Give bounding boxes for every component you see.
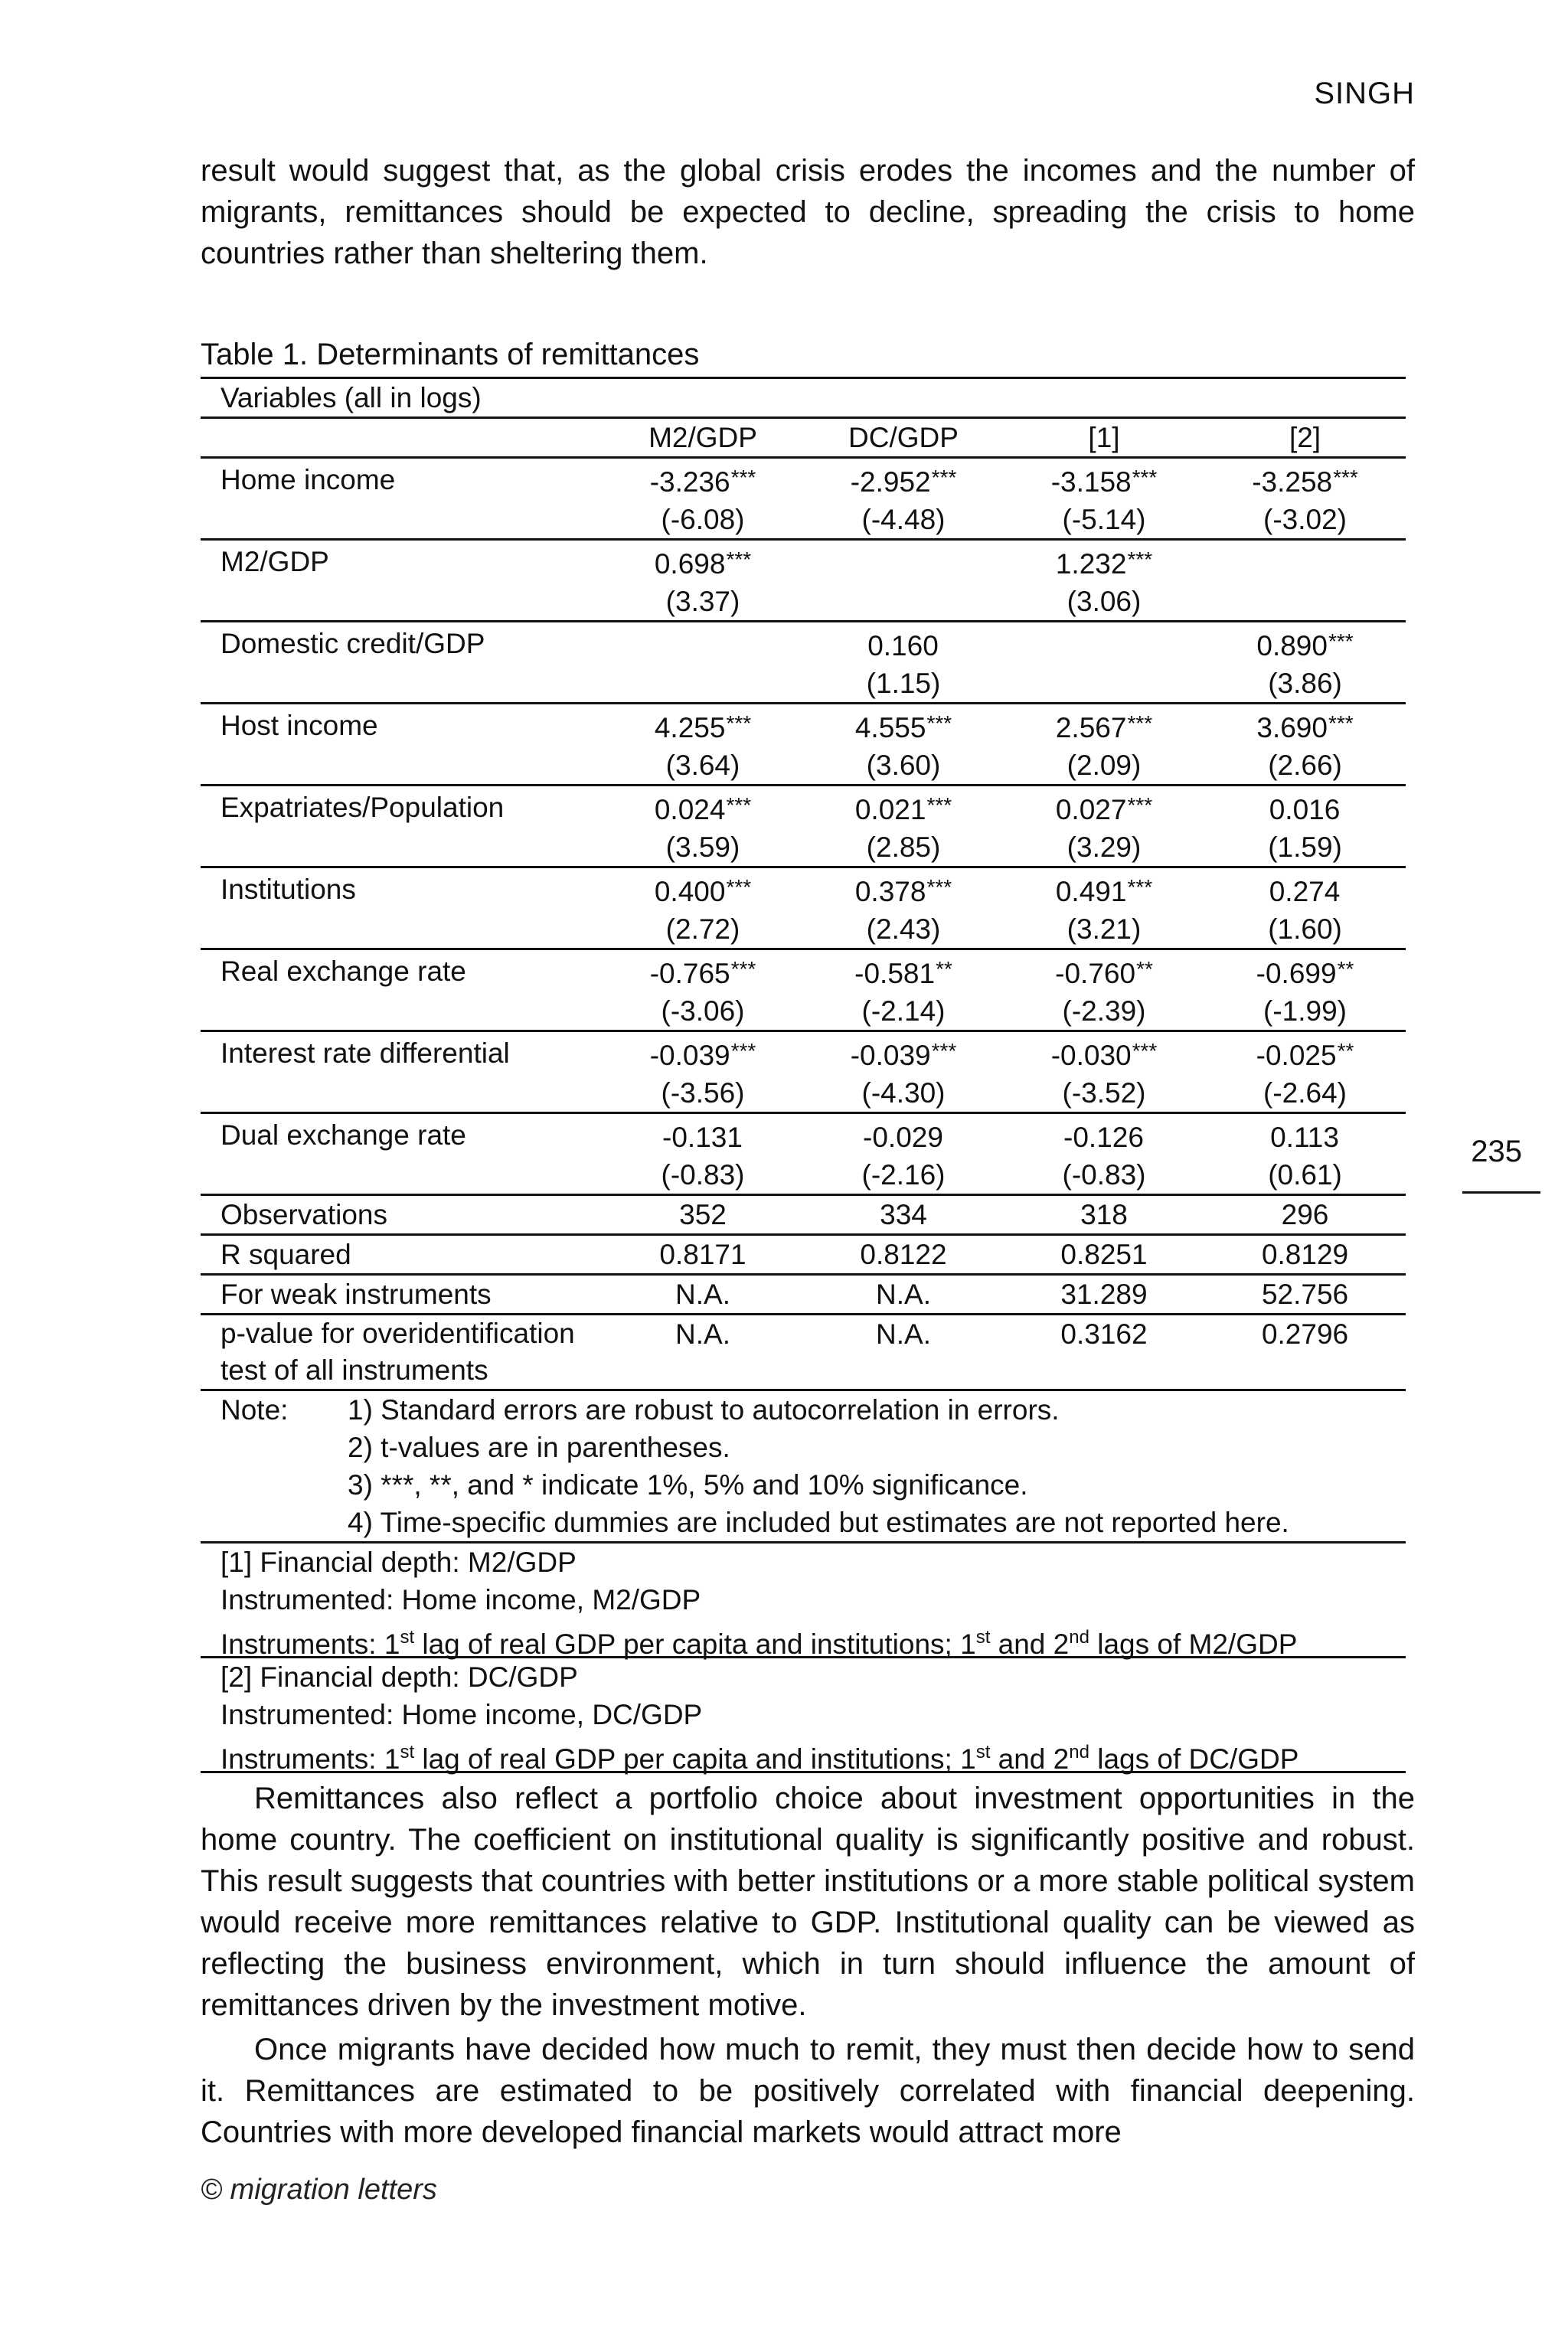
coefficient-cell bbox=[603, 867, 803, 911]
statistic-value: 0.8251 bbox=[1004, 1235, 1204, 1275]
coefficient-value: -0.765 bbox=[649, 958, 730, 989]
notes-block bbox=[201, 1391, 1406, 1541]
statistic-value: 0.8129 bbox=[1204, 1235, 1406, 1275]
coefficient-cell bbox=[803, 786, 1004, 829]
t-value-cell: (-2.14) bbox=[861, 995, 946, 1027]
t-value-cell: (-2.16) bbox=[861, 1159, 946, 1191]
significance-stars: *** bbox=[1127, 875, 1153, 899]
t-value-cell: (-3.06) bbox=[661, 995, 745, 1027]
coefficient-cell bbox=[1204, 540, 1406, 583]
coefficient-cell bbox=[603, 786, 803, 829]
t-value-cell: (3.59) bbox=[665, 831, 740, 863]
coefficient-cell bbox=[1004, 458, 1204, 501]
t-value-label-blank bbox=[201, 501, 603, 540]
body-paragraph-2: Once migrants have decided how much to remit, they must then decide how to send it. Remittances are estimated to be positively correlated with financial deepening. Countries with more developed financial markets would attract more bbox=[201, 2033, 1415, 2149]
variable-label: Expatriates/Population bbox=[201, 786, 603, 829]
coefficient-value: 4.255 bbox=[654, 712, 726, 743]
t-value-row bbox=[201, 1074, 1406, 1113]
t-value-cell: (3.60) bbox=[866, 750, 941, 781]
coefficient-cell bbox=[1004, 622, 1204, 665]
coefficient-value: 0.113 bbox=[1270, 1122, 1339, 1153]
coefficient-cell bbox=[803, 704, 1004, 747]
coefficient-row bbox=[201, 867, 1406, 911]
significance-stars: *** bbox=[1132, 466, 1158, 489]
t-value-cell: (2.72) bbox=[665, 913, 740, 945]
column-header-blank bbox=[201, 418, 603, 458]
significance-stars: *** bbox=[1132, 1039, 1158, 1063]
coefficient-value: 0.698 bbox=[654, 548, 726, 580]
column-header: DC/GDP bbox=[803, 418, 1004, 458]
significance-stars: ** bbox=[1337, 957, 1354, 981]
regression-table bbox=[201, 377, 1406, 1773]
t-value-cell: (2.09) bbox=[1067, 750, 1142, 781]
note-items bbox=[348, 1391, 1406, 1541]
running-header-author: SINGH bbox=[1314, 77, 1415, 110]
t-value-cell: (3.64) bbox=[665, 750, 740, 781]
coefficient-value: 0.021 bbox=[854, 794, 926, 825]
statistic-value: 0.3162 bbox=[1004, 1315, 1204, 1390]
t-value-cell: (3.37) bbox=[665, 586, 740, 617]
ordinal-suffix: st bbox=[400, 1627, 415, 1648]
coefficient-value: -0.039 bbox=[850, 1040, 931, 1071]
t-value-cell: (-0.83) bbox=[1062, 1159, 1146, 1191]
significance-stars: ** bbox=[1136, 957, 1153, 981]
statistic-value: N.A. bbox=[603, 1275, 803, 1315]
coefficient-value: -0.699 bbox=[1256, 958, 1337, 989]
significance-stars: *** bbox=[1328, 629, 1354, 653]
statistic-label: R squared bbox=[201, 1235, 603, 1275]
t-value-row bbox=[201, 828, 1406, 867]
t-value-cell: (0.61) bbox=[1268, 1159, 1342, 1191]
t-value-cell bbox=[1004, 665, 1204, 704]
coefficient-cell bbox=[1204, 622, 1406, 665]
variable-label: Dual exchange rate bbox=[201, 1113, 603, 1157]
coefficient-cell bbox=[1204, 458, 1406, 501]
t-value-cell: (-5.14) bbox=[1062, 504, 1146, 535]
significance-stars: *** bbox=[1328, 711, 1354, 735]
specification-title: [1] Financial depth: M2/GDP bbox=[220, 1547, 577, 1578]
variables-header: Variables (all in logs) bbox=[201, 378, 1406, 418]
significance-stars: *** bbox=[726, 875, 752, 899]
t-value-cell: (2.43) bbox=[866, 913, 941, 945]
coefficient-value: -0.030 bbox=[1050, 1040, 1132, 1071]
t-value-label-blank bbox=[201, 828, 603, 867]
specification-instrumented: Instrumented: Home income, M2/GDP bbox=[220, 1584, 701, 1615]
ordinal-suffix: st bbox=[400, 1742, 415, 1762]
t-value-cell: (1.15) bbox=[866, 668, 941, 699]
page-number: 235 bbox=[1471, 1135, 1522, 1168]
coefficient-cell bbox=[803, 540, 1004, 583]
t-value-row bbox=[201, 910, 1406, 949]
coefficient-value: -2.952 bbox=[850, 466, 931, 498]
specification-row-2 bbox=[201, 1658, 1406, 1772]
coefficient-cell bbox=[803, 949, 1004, 993]
statistic-value: 352 bbox=[603, 1195, 803, 1235]
coefficient-row bbox=[201, 458, 1406, 501]
coefficient-value: -0.025 bbox=[1256, 1040, 1337, 1071]
coefficient-cell bbox=[603, 949, 803, 993]
t-value-cell: (-6.08) bbox=[661, 504, 745, 535]
instruments-text: lag of real GDP per capita and institutions; 1 bbox=[414, 1628, 976, 1660]
coefficient-cell bbox=[803, 622, 1004, 665]
variable-label: Host income bbox=[201, 704, 603, 747]
table-variables-header-row bbox=[201, 378, 1406, 418]
coefficient-value: 2.567 bbox=[1055, 712, 1127, 743]
statistics-row bbox=[201, 1315, 1406, 1390]
significance-stars: *** bbox=[1127, 793, 1153, 817]
note-label: Note: bbox=[220, 1394, 289, 1426]
coefficient-value: -3.258 bbox=[1252, 466, 1333, 498]
significance-stars: *** bbox=[726, 711, 752, 735]
t-value-cell: (2.85) bbox=[866, 831, 941, 863]
coefficient-cell bbox=[1004, 1113, 1204, 1157]
specification-instruments bbox=[220, 1619, 1406, 1660]
coefficient-cell bbox=[1004, 786, 1204, 829]
coefficient-cell bbox=[803, 1113, 1004, 1157]
significance-stars: *** bbox=[931, 466, 957, 489]
ordinal-suffix: nd bbox=[1069, 1742, 1089, 1762]
table-notes bbox=[201, 1390, 1406, 1543]
coefficient-cell bbox=[1004, 949, 1204, 993]
coefficient-value: -0.029 bbox=[863, 1122, 943, 1153]
coefficient-cell bbox=[1204, 949, 1406, 993]
coefficient-value: -0.581 bbox=[854, 958, 936, 989]
t-value-cell: (-0.83) bbox=[661, 1159, 745, 1191]
t-value-row bbox=[201, 992, 1406, 1031]
t-value-label-blank bbox=[201, 992, 603, 1031]
ordinal-suffix: st bbox=[975, 1742, 991, 1762]
column-header: [2] bbox=[1204, 418, 1406, 458]
coefficient-cell bbox=[1004, 540, 1204, 583]
statistic-value: 296 bbox=[1204, 1195, 1406, 1235]
coefficient-cell bbox=[803, 458, 1004, 501]
t-value-cell: (-4.48) bbox=[861, 504, 946, 535]
t-value-cell: (-4.30) bbox=[861, 1077, 946, 1109]
instruments-text: lags of M2/GDP bbox=[1089, 1628, 1298, 1660]
coefficient-row bbox=[201, 540, 1406, 583]
statistic-value: 0.2796 bbox=[1204, 1315, 1406, 1390]
significance-stars: *** bbox=[931, 1039, 957, 1063]
t-value-label-blank bbox=[201, 1074, 603, 1113]
statistic-label: Observations bbox=[201, 1195, 603, 1235]
instruments-text: Instruments: 1 bbox=[220, 1628, 400, 1660]
statistic-label: For weak instruments bbox=[201, 1275, 603, 1315]
significance-stars: *** bbox=[1127, 547, 1153, 571]
coefficient-row bbox=[201, 949, 1406, 993]
coefficient-cell bbox=[603, 704, 803, 747]
coefficient-cell bbox=[1004, 1031, 1204, 1075]
coefficient-cell bbox=[803, 1031, 1004, 1075]
note-item: 1) Standard errors are robust to autocorrelation in errors. bbox=[348, 1394, 1060, 1426]
coefficient-row bbox=[201, 786, 1406, 829]
coefficient-value: 0.027 bbox=[1055, 794, 1127, 825]
variable-label: Home income bbox=[201, 458, 603, 501]
specification-lines bbox=[201, 1658, 1406, 1775]
t-value-cell: (-3.52) bbox=[1062, 1077, 1146, 1109]
coefficient-value: 0.024 bbox=[654, 794, 726, 825]
t-value-row bbox=[201, 746, 1406, 786]
t-value-cell: (3.29) bbox=[1067, 831, 1142, 863]
specification-lines bbox=[201, 1544, 1406, 1660]
table-column-header-row bbox=[201, 418, 1406, 458]
coefficient-cell bbox=[1204, 867, 1406, 911]
statistic-value: 334 bbox=[803, 1195, 1004, 1235]
ordinal-suffix: nd bbox=[1069, 1627, 1089, 1648]
specification-block bbox=[201, 1658, 1406, 1775]
variable-label: Interest rate differential bbox=[201, 1031, 603, 1075]
t-value-cell: (2.66) bbox=[1268, 750, 1342, 781]
significance-stars: ** bbox=[936, 957, 952, 981]
significance-stars: *** bbox=[926, 711, 952, 735]
t-value-label-blank bbox=[201, 910, 603, 949]
coefficient-value: -3.236 bbox=[649, 466, 730, 498]
t-value-cell: (3.86) bbox=[1268, 668, 1342, 699]
coefficient-cell bbox=[603, 540, 803, 583]
coefficient-row bbox=[201, 1113, 1406, 1157]
t-value-cell: (1.60) bbox=[1268, 913, 1342, 945]
note-item: 4) Time-specific dummies are included but estimates are not reported here. bbox=[348, 1507, 1289, 1538]
significance-stars: *** bbox=[926, 793, 952, 817]
t-value-row bbox=[201, 501, 1406, 540]
t-value-cell bbox=[803, 583, 1004, 622]
t-value-row bbox=[201, 583, 1406, 622]
column-header: [1] bbox=[1004, 418, 1204, 458]
intro-paragraph: result would suggest that, as the global crisis erodes the incomes and the number of migrants, remittances should be expected to decline, spreading the crisis to home countries rather than sheltering them. bbox=[201, 154, 1415, 270]
ordinal-suffix: st bbox=[975, 1627, 991, 1648]
t-value-cell: (1.59) bbox=[1268, 831, 1342, 863]
significance-stars: *** bbox=[926, 875, 952, 899]
instruments-text: lag of real GDP per capita and institutions; 1 bbox=[414, 1743, 976, 1775]
coefficient-value: 0.890 bbox=[1256, 630, 1328, 662]
coefficient-value: 0.274 bbox=[1269, 876, 1341, 907]
note-item: 2) t-values are in parentheses. bbox=[348, 1432, 730, 1463]
significance-stars: *** bbox=[730, 466, 756, 489]
column-header: M2/GDP bbox=[603, 418, 803, 458]
coefficient-cell bbox=[603, 622, 803, 665]
coefficient-cell bbox=[1004, 704, 1204, 747]
specification-instrumented: Instrumented: Home income, DC/GDP bbox=[220, 1699, 703, 1730]
variable-label: Domestic credit/GDP bbox=[201, 622, 603, 665]
instruments-text: Instruments: 1 bbox=[220, 1743, 400, 1775]
coefficient-value: 4.555 bbox=[854, 712, 926, 743]
specification-title: [2] Financial depth: DC/GDP bbox=[220, 1661, 578, 1693]
t-value-label-blank bbox=[201, 665, 603, 704]
significance-stars: *** bbox=[730, 1039, 756, 1063]
statistics-row bbox=[201, 1275, 1406, 1315]
significance-stars: *** bbox=[1333, 466, 1358, 489]
significance-stars: *** bbox=[1127, 711, 1153, 735]
t-value-row bbox=[201, 1156, 1406, 1195]
t-value-cell bbox=[603, 665, 803, 704]
specification-row-1 bbox=[201, 1543, 1406, 1658]
coefficient-value: 1.232 bbox=[1055, 548, 1127, 580]
coefficient-value: -0.126 bbox=[1063, 1122, 1144, 1153]
coefficient-row bbox=[201, 704, 1406, 747]
page-number-rule bbox=[1462, 1191, 1540, 1194]
coefficient-value: -0.760 bbox=[1055, 958, 1136, 989]
t-value-cell: (-2.39) bbox=[1062, 995, 1146, 1027]
t-value-label-blank bbox=[201, 1156, 603, 1195]
t-value-cell: (-3.02) bbox=[1263, 504, 1348, 535]
instruments-text: and 2 bbox=[990, 1628, 1070, 1660]
body-paragraph-1: Remittances also reflect a portfolio choice about investment opportunities in the home country. The coefficient on institutional quality is significantly positive and robust. This result suggests that countries with better institutions or a more stable political system would receive more remittances relative to GDP. Institutional quality can be viewed as reflecting the business environment, which in turn should influence the amount of remittances driven by the investment motive. bbox=[201, 1782, 1415, 2022]
coefficient-cell bbox=[603, 1113, 803, 1157]
t-value-cell: (-3.56) bbox=[661, 1077, 745, 1109]
table-notes-row bbox=[201, 1390, 1406, 1543]
t-value-row bbox=[201, 665, 1406, 704]
statistic-value: N.A. bbox=[803, 1275, 1004, 1315]
statistics-row bbox=[201, 1195, 1406, 1235]
statistic-value: 52.756 bbox=[1204, 1275, 1406, 1315]
t-value-label-blank bbox=[201, 583, 603, 622]
statistic-value: 318 bbox=[1004, 1195, 1204, 1235]
t-value-cell: (-2.64) bbox=[1263, 1077, 1348, 1109]
significance-stars: ** bbox=[1337, 1039, 1354, 1063]
coefficient-row bbox=[201, 622, 1406, 665]
coefficient-value: 0.378 bbox=[854, 876, 926, 907]
t-value-cell: (3.06) bbox=[1067, 586, 1142, 617]
coefficient-cell bbox=[603, 458, 803, 501]
coefficient-cell bbox=[803, 867, 1004, 911]
coefficient-value: 0.491 bbox=[1055, 876, 1127, 907]
statistic-value: 31.289 bbox=[1004, 1275, 1204, 1315]
variable-label: Institutions bbox=[201, 867, 603, 911]
coefficient-cell bbox=[1004, 867, 1204, 911]
variable-label: Real exchange rate bbox=[201, 949, 603, 993]
instruments-text: lags of DC/GDP bbox=[1089, 1743, 1299, 1775]
coefficient-cell bbox=[1204, 704, 1406, 747]
t-value-cell: (3.21) bbox=[1067, 913, 1142, 945]
t-value-cell: (-1.99) bbox=[1263, 995, 1348, 1027]
coefficient-value: 0.016 bbox=[1269, 794, 1341, 825]
coefficient-value: 0.400 bbox=[654, 876, 726, 907]
specification-block bbox=[201, 1543, 1406, 1658]
specification-instruments bbox=[220, 1733, 1406, 1775]
table-caption: Table 1. Determinants of remittances bbox=[201, 338, 700, 371]
statistic-label: p-value for overidentification test of all instruments bbox=[201, 1315, 603, 1390]
significance-stars: *** bbox=[730, 957, 756, 981]
instruments-text: and 2 bbox=[990, 1743, 1070, 1775]
coefficient-row bbox=[201, 1031, 1406, 1075]
t-value-cell bbox=[1204, 583, 1406, 622]
significance-stars: *** bbox=[726, 793, 752, 817]
statistic-value: N.A. bbox=[803, 1315, 1004, 1390]
coefficient-cell bbox=[1204, 786, 1406, 829]
t-value-label-blank bbox=[201, 746, 603, 786]
statistics-row bbox=[201, 1235, 1406, 1275]
coefficient-cell bbox=[1204, 1031, 1406, 1075]
variable-label: M2/GDP bbox=[201, 540, 603, 583]
statistic-value: 0.8122 bbox=[803, 1235, 1004, 1275]
coefficient-value: 0.160 bbox=[867, 630, 939, 662]
coefficient-cell bbox=[1204, 1113, 1406, 1157]
coefficient-cell bbox=[603, 1031, 803, 1075]
statistic-value: N.A. bbox=[603, 1315, 803, 1390]
significance-stars: *** bbox=[726, 547, 752, 571]
coefficient-value: -0.131 bbox=[662, 1122, 743, 1153]
journal-footer: © migration letters bbox=[201, 2174, 437, 2206]
coefficient-value: -0.039 bbox=[649, 1040, 730, 1071]
statistic-value: 0.8171 bbox=[603, 1235, 803, 1275]
note-item: 3) ***, **, and * indicate 1%, 5% and 10% significance. bbox=[348, 1469, 1028, 1501]
coefficient-value: -3.158 bbox=[1050, 466, 1132, 498]
coefficient-value: 3.690 bbox=[1256, 712, 1328, 743]
